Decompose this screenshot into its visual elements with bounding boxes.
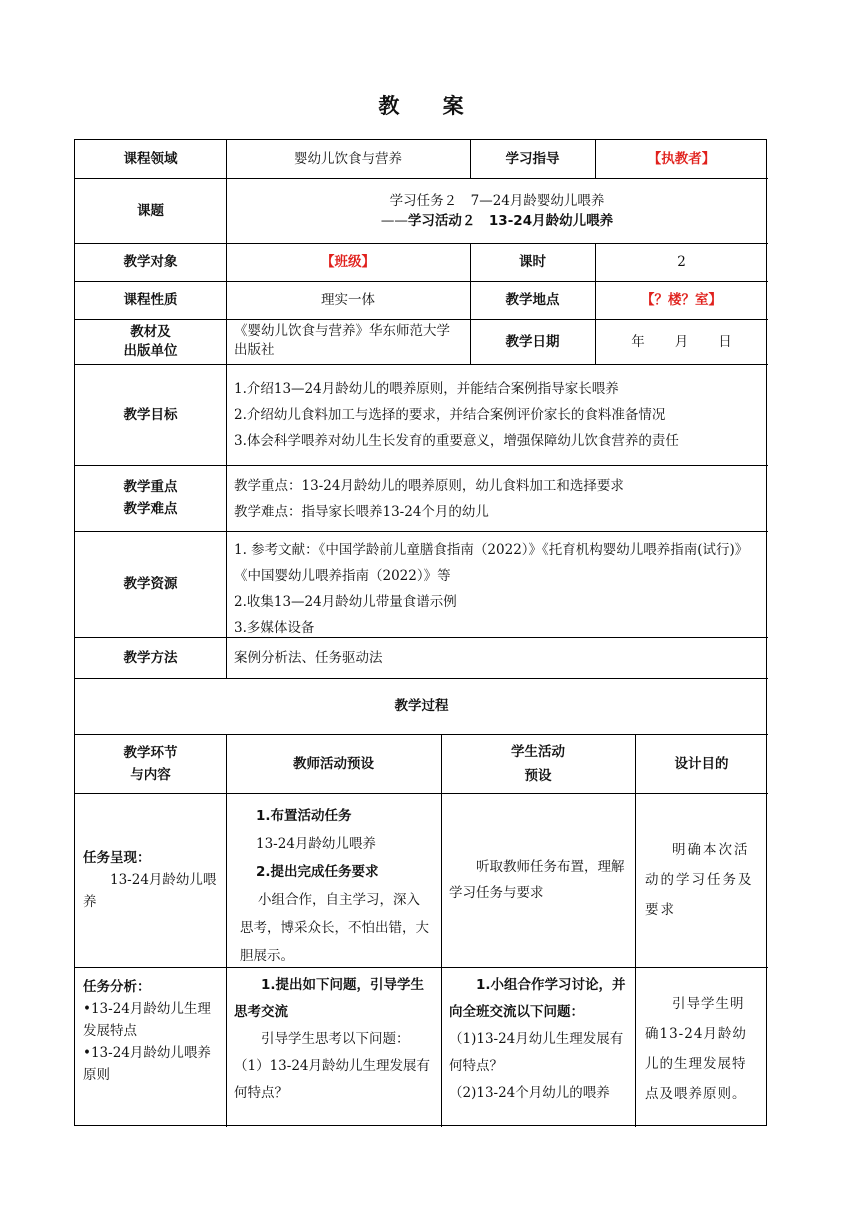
- key-point-text: 教学重点：13-24月龄幼儿的喂养原则，幼儿食料加工和选择要求: [234, 478, 624, 494]
- date-day: 日: [718, 333, 732, 350]
- hours-value: 2: [677, 254, 686, 270]
- topic-line-2: [381, 211, 613, 231]
- student-step-text: （1)13-24月幼儿生理发展有何特点？: [449, 1031, 624, 1074]
- objective-item: 3.体会科学喂养对幼儿生长发育的重要意义，增强保障幼儿饮食营养的责任: [234, 433, 679, 449]
- textbook-label-line-2: 出版单位: [123, 342, 178, 359]
- process-header-teacher: 教师活动预设: [293, 755, 374, 772]
- process-row-1-teacher: [226, 802, 441, 967]
- stage-item: •13-24月龄幼儿生理发展特点: [83, 1001, 211, 1039]
- resources-list: [226, 537, 768, 637]
- location-label: 教学地点: [505, 292, 560, 308]
- process-row-2-student: [441, 972, 635, 1126]
- textbook-label: [75, 319, 226, 364]
- stage-item: •13-24月龄幼儿喂养原则: [83, 1045, 211, 1083]
- location-value: 【？楼？室】: [641, 292, 722, 308]
- process-header-purpose: 设计目的: [674, 755, 729, 772]
- student-activity-text: 听取教师任务布置，理解学习任务与要求: [449, 859, 625, 901]
- nature-label: 课程性质: [123, 292, 178, 308]
- resource-item: 1. 参考文献：《中国学龄前儿童膳食指南（2022）》《托育机构婴幼儿喂养指南(试行)》《中国婴幼儿喂养指南（2022）》等: [234, 542, 749, 584]
- teacher-step-heading: 2.提出完成任务要求: [256, 864, 379, 880]
- stage-text: 13-24月龄幼儿喂养: [83, 872, 217, 910]
- process-row-2-purpose: [635, 972, 768, 1126]
- objectives-label: 教学目标: [123, 406, 178, 423]
- student-step-heading: 1.小组合作学习讨论，并向全班交流以下问题：: [449, 977, 626, 1020]
- study-guide-value: 【执教者】: [647, 151, 716, 167]
- process-header-student-line-1: 学生活动: [511, 743, 565, 760]
- process-row-2-stage: [75, 976, 226, 1126]
- teacher-step-text: 13-24月龄幼儿喂养: [256, 836, 376, 852]
- objective-item: 1.介绍13—24月龄幼儿的喂养原则，并能结合案例指导家长喂养: [234, 381, 619, 397]
- target-label: 教学对象: [123, 254, 178, 270]
- date-year: 年: [631, 333, 645, 350]
- date-value: [595, 319, 768, 364]
- resource-item: 3.多媒体设备: [234, 620, 315, 636]
- key-points-label: [75, 465, 226, 531]
- lesson-plan-table: [74, 139, 767, 1126]
- process-row-1-purpose: [635, 793, 768, 967]
- key-points-label-line-2: 教学难点: [123, 501, 178, 517]
- target-value: 【班级】: [321, 254, 375, 270]
- topic-line-1: 学习任务２ 7—24月龄婴幼儿喂养: [389, 192, 605, 209]
- objective-item: 2.介绍幼儿食料加工与选择的要求，并结合案例评价家长的食料准备情况: [234, 407, 666, 423]
- topic-label: 课题: [137, 202, 164, 219]
- process-header-stage-line-1: 教学环节: [123, 744, 178, 761]
- teacher-step-text: 小组合作，自主学习，深入思考，博采众长，不怕出错，大胆展示。: [240, 892, 429, 964]
- process-header-student-line-2: 预设: [524, 767, 552, 784]
- objectives-list: [226, 376, 768, 465]
- key-points-content: [226, 473, 768, 531]
- topic-value: [226, 178, 768, 243]
- resource-item: 2.收集13—24月龄幼儿带量食谱示例: [234, 594, 457, 610]
- date-label: 教学日期: [505, 333, 560, 350]
- textbook-label-line-1: 教材及: [130, 323, 171, 340]
- process-title: 教学过程: [394, 698, 449, 714]
- study-guide-label: 学习指导: [505, 151, 560, 167]
- teacher-step-heading: 1.提出如下问题，引导学生思考交流: [234, 977, 425, 1020]
- difficult-point-text: 教学难点：指导家长喂养13-24个月的幼儿: [234, 504, 489, 520]
- design-purpose-text: 明确本次活动的学习任务及要求: [645, 842, 754, 918]
- course-domain-label: 课程领域: [123, 151, 178, 167]
- date-month: 月: [674, 333, 689, 350]
- teacher-step-text: （1）13-24月龄幼儿生理发展有何特点？: [234, 1058, 431, 1101]
- process-header-stage-line-2: 与内容: [130, 766, 171, 783]
- topic-line-2-text: 学习活动２ 13-24月龄幼儿喂养: [407, 212, 614, 229]
- hours-label: 课时: [519, 254, 546, 270]
- document-title: 教 案: [378, 94, 482, 118]
- course-domain-value: 婴幼儿饮食与营养: [294, 151, 402, 167]
- textbook-value: 《婴幼儿饮食与营养》华东师范大学出版社: [234, 323, 450, 358]
- nature-value: 理实一体: [321, 292, 375, 308]
- process-row-1-student: [441, 793, 635, 967]
- process-row-2-teacher: [226, 972, 441, 1126]
- methods-value: 案例分析法、任务驱动法: [234, 649, 383, 666]
- process-header-student: [441, 734, 635, 793]
- methods-label: 教学方法: [123, 649, 178, 666]
- process-row-1-stage: [75, 793, 226, 967]
- stage-title: 任务呈现：: [83, 850, 151, 866]
- process-header-stage: [75, 734, 226, 793]
- teacher-step-heading: 1.布置活动任务: [256, 808, 352, 824]
- topic-line-2-prefix: ——: [380, 212, 408, 229]
- design-purpose-text: 引导学生明确13-24月龄幼儿的生理发展特点及喂养原则。: [645, 996, 747, 1102]
- teacher-step-text: 引导学生思考以下问题：: [261, 1031, 410, 1047]
- resources-label: 教学资源: [123, 576, 178, 592]
- key-points-label-line-1: 教学重点: [123, 479, 178, 495]
- stage-title: 任务分析：: [83, 979, 151, 995]
- student-step-text: （2)13-24个月幼儿的喂养: [449, 1085, 610, 1101]
